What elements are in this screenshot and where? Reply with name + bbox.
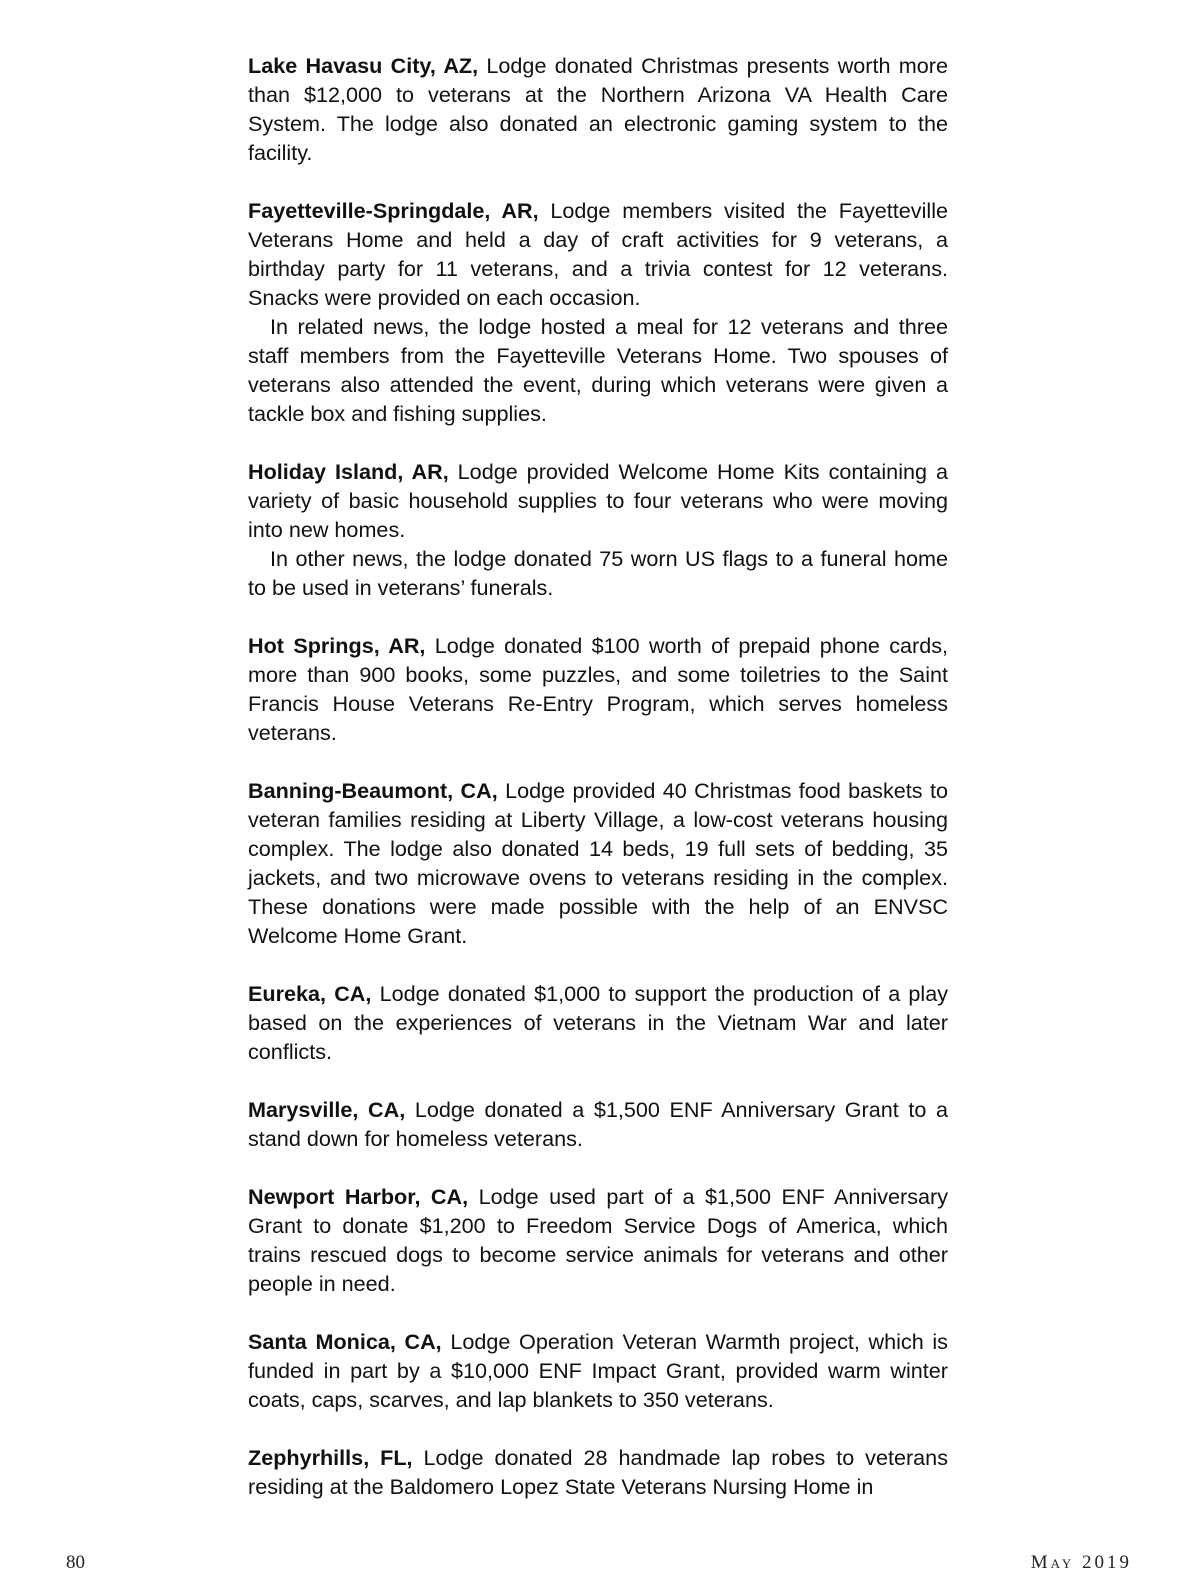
entry-location: Holiday Island, AR, <box>248 459 449 484</box>
entry-location: Lake Havasu City, AZ, <box>248 53 479 78</box>
entry-text: Lodge members visited the Fayetteville Veterans Home and held a day of craft activities for 9 veterans, a birthday party for 11 veterans, and a trivia contest for 12 veterans. Snacks were provided on each occasion. <box>248 198 948 310</box>
lodge-entry-hot-springs <box>248 631 948 747</box>
article-column <box>248 51 948 1530</box>
lodge-entry-lake-havasu-city <box>248 51 948 167</box>
entry-paragraph <box>248 51 948 167</box>
lodge-entry-holiday-island <box>248 457 948 602</box>
entry-paragraph <box>248 1443 948 1501</box>
entry-paragraph: In related news, the lodge hosted a meal for 12 veterans and three staff members from the Fayetteville Veterans Home. Two spouses of veterans also attended the event, during which veterans were given a tackle box and fishing supplies. <box>248 314 948 426</box>
page-number: 80 <box>66 1552 85 1573</box>
entry-location: Fayetteville-Springdale, AR, <box>248 198 539 223</box>
lodge-entry-santa-monica <box>248 1327 948 1414</box>
entry-text: Lodge donated $100 worth of prepaid phone cards, more than 900 books, some puzzles, and some toiletries to the Saint Francis House Veterans Re-Entry Program, which serves homeless veterans. <box>248 633 948 745</box>
entry-text: Lodge used part of a $1,500 ENF Anniversary Grant to donate $1,200 to Freedom Service Dogs of America, which trains rescued dogs to become service animals for veterans and other people in need. <box>248 1184 948 1296</box>
entry-location: Santa Monica, CA, <box>248 1329 442 1354</box>
lodge-entry-marysville <box>248 1095 948 1153</box>
lodge-entry-newport-harbor <box>248 1182 948 1298</box>
entry-paragraph <box>248 457 948 544</box>
entry-text: Lodge donated $1,000 to support the production of a play based on the experiences of veterans in the Vietnam War and later conflicts. <box>248 981 949 1064</box>
entry-paragraph <box>248 776 948 950</box>
lodge-entry-banning-beaumont <box>248 776 948 950</box>
entry-paragraph <box>248 1182 948 1298</box>
entry-text: Lodge provided 40 Christmas food baskets to veteran families residing at Liberty Village, a low-cost veterans housing complex. The lodge also donated 14 beds, 19 full sets of bedding, 35 jackets, and two microwave ovens to veterans residing in the complex. These donations were made possible with the help of an ENVSC Welcome Home Grant. <box>248 778 948 948</box>
entry-location: Eureka, CA, <box>248 981 372 1006</box>
entry-location: Banning-Beaumont, CA, <box>248 778 498 803</box>
entry-location: Hot Springs, AR, <box>248 633 426 658</box>
entry-text: Lodge donated a $1,500 ENF Anniversary Grant to a stand down for homeless veterans. <box>248 1097 949 1151</box>
entry-text: Lodge provided Welcome Home Kits containing a variety of basic household supplies to four veterans who were moving into new homes. <box>248 459 948 542</box>
entry-paragraph <box>248 631 948 747</box>
entry-paragraph <box>248 979 948 1066</box>
entry-paragraph <box>248 196 948 312</box>
entry-paragraph <box>248 1095 948 1153</box>
entry-paragraph: In other news, the lodge donated 75 worn US flags to a funeral home to be used in veterans’ funerals. <box>248 546 948 600</box>
lodge-entry-fayetteville-springdale <box>248 196 948 428</box>
lodge-entry-zephyrhills <box>248 1443 948 1501</box>
entry-text: Lodge donated 28 handmade lap robes to veterans residing at the Baldomero Lopez State Veterans Nursing Home in <box>248 1445 948 1499</box>
entry-paragraph <box>248 1327 948 1414</box>
entry-location: Newport Harbor, CA, <box>248 1184 469 1209</box>
issue-date: May 2019 <box>1030 1552 1132 1573</box>
entry-text: Lodge Operation Veteran Warmth project, which is funded in part by a $10,000 ENF Impact Grant, provided warm winter coats, caps, scarves, and lap blankets to 350 veterans. <box>248 1329 948 1412</box>
lodge-entry-eureka <box>248 979 948 1066</box>
entry-location: Marysville, CA, <box>248 1097 406 1122</box>
entry-text: Lodge donated Christmas presents worth more than $12,000 to veterans at the Northern Arizona VA Health Care System. The lodge also donated an electronic gaming system to the facility. <box>248 53 948 165</box>
entry-location: Zephyrhills, FL, <box>248 1445 413 1470</box>
